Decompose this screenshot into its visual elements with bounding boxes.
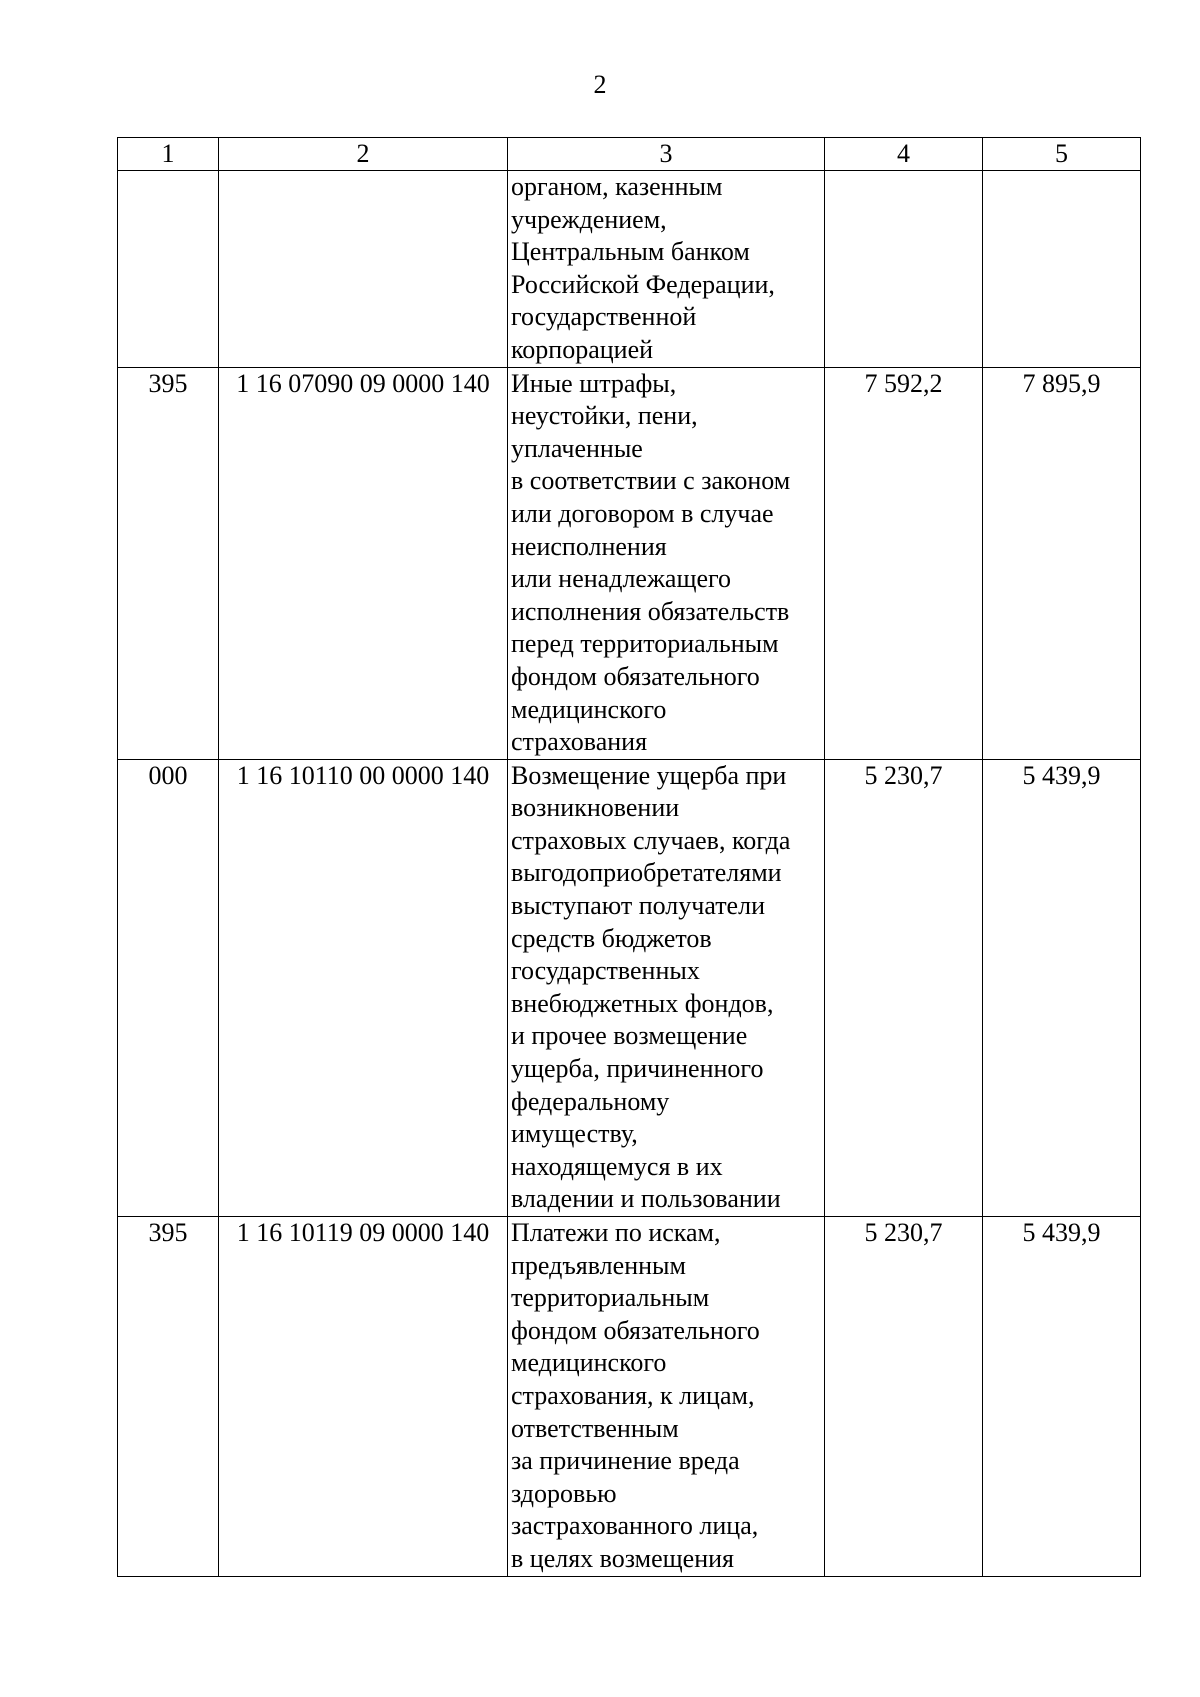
description-cell: Возмещение ущерба при возникновении страховых случаев, когда выгодоприобретателями выступают получатели средств бюджетов государственных внебюджетных фондов, и прочее возмещение ущерба, причиненного федеральному имуществу, находящемуся в их владении и пользовании	[508, 759, 825, 1216]
table-row	[118, 367, 1141, 759]
table-body	[118, 171, 1141, 1577]
budget-code-cell: 1 16 10119 09 0000 140	[219, 1217, 508, 1577]
admin-code-cell: 395	[118, 1217, 219, 1577]
table-row	[118, 171, 1141, 368]
amount-col4-cell: 7 592,2	[825, 367, 983, 759]
header-row	[118, 138, 1141, 171]
budget-code-cell	[219, 171, 508, 368]
amount-col4-cell: 5 230,7	[825, 1217, 983, 1577]
description-cell: Иные штрафы, неустойки, пени, уплаченные в соответствии с законом или договором в случае неисполнения или ненадлежащего исполнения обязательств перед территориальным фондом обязательного медицинского страхования	[508, 367, 825, 759]
description-cell: органом, казенным учреждением, Центральным банком Российской Федерации, государственной корпорацией	[508, 171, 825, 368]
admin-code-cell: 000	[118, 759, 219, 1216]
column-header-2: 2	[219, 138, 508, 171]
amount-col5-cell: 5 439,9	[983, 1217, 1141, 1577]
column-header-4: 4	[825, 138, 983, 171]
table-row	[118, 759, 1141, 1216]
page-number: 2	[593, 70, 607, 99]
amount-col4-cell: 5 230,7	[825, 759, 983, 1216]
amount-col5-cell: 5 439,9	[983, 759, 1141, 1216]
table-row	[118, 1217, 1141, 1577]
budget-code-cell: 1 16 10110 00 0000 140	[219, 759, 508, 1216]
amount-col5-cell	[983, 171, 1141, 368]
budget-code-cell: 1 16 07090 09 0000 140	[219, 367, 508, 759]
column-header-3: 3	[508, 138, 825, 171]
amount-col4-cell	[825, 171, 983, 368]
column-header-5: 5	[983, 138, 1141, 171]
column-header-1: 1	[118, 138, 219, 171]
admin-code-cell	[118, 171, 219, 368]
admin-code-cell: 395	[118, 367, 219, 759]
budget-table	[117, 137, 1141, 1577]
description-cell: Платежи по искам, предъявленным территориальным фондом обязательного медицинского страхования, к лицам, ответственным за причинение вреда здоровью застрахованного лица, в целях возмещения	[508, 1217, 825, 1577]
table-header	[118, 138, 1141, 171]
amount-col5-cell: 7 895,9	[983, 367, 1141, 759]
